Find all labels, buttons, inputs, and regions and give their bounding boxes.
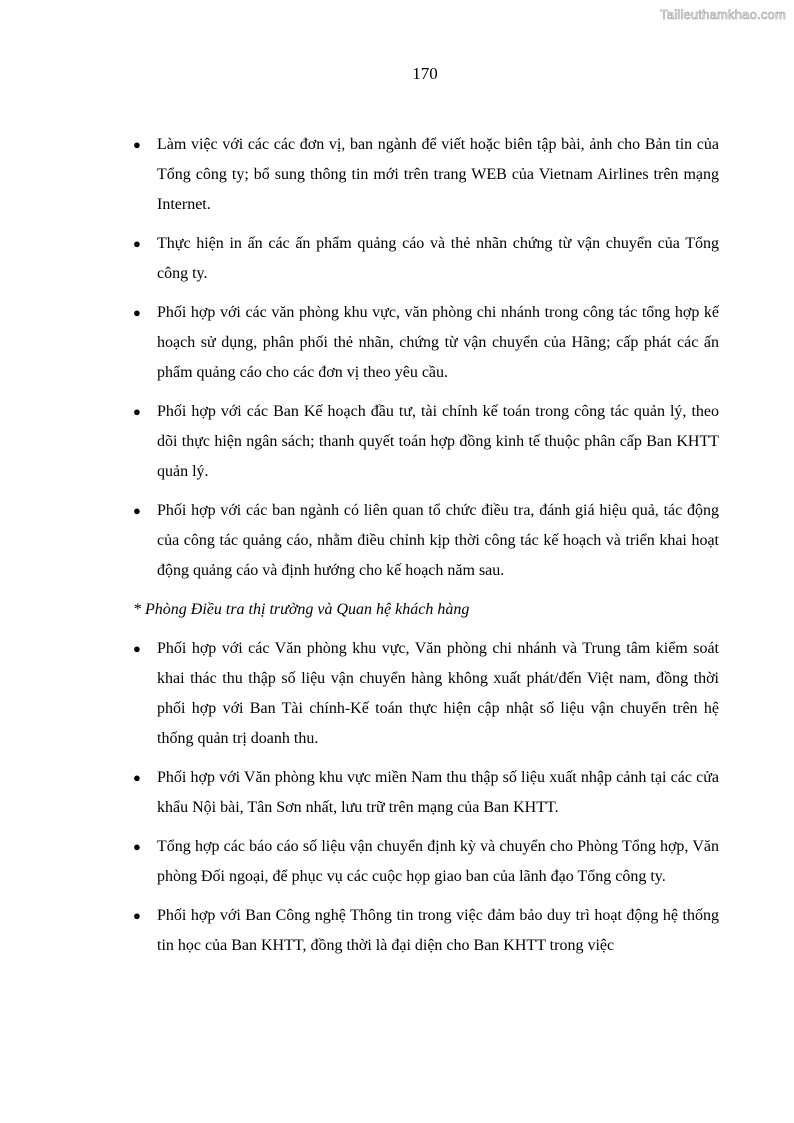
list-item-text: Phối hợp với các Ban Kế hoạch đầu tư, tài chính kế toán trong công tác quản lý, theo dõi thực hiện ngân sách; thanh quyết toán hợp đồng kinh tế thuộc phân cấp Ban KHTT quản lý. xyxy=(157,403,719,480)
list-item xyxy=(133,496,719,586)
list-item-text: Phối hợp với Văn phòng khu vực miền Nam thu thập số liệu xuất nhập cảnh tại các cửa khẩu Nội bài, Tân Sơn nhất, lưu trữ trên mạng của Ban KHTT. xyxy=(157,769,719,816)
list-item xyxy=(133,298,719,388)
list-item-text: Thực hiện in ấn các ấn phẩm quảng cáo và thẻ nhãn chứng từ vận chuyển của Tổng công ty. xyxy=(157,235,719,282)
section-heading: * Phòng Điều tra thị trường và Quan hệ khách hàng xyxy=(133,601,470,618)
watermark: Tailieuthamkhao.com xyxy=(660,7,786,22)
list-item xyxy=(133,130,719,220)
list-item-text: Phối hợp với các ban ngành có liên quan tổ chức điều tra, đánh giá hiệu quả, tác động của công tác quảng cáo, nhằm điều chỉnh kịp thời công tác kế hoạch và triển khai hoạt động quảng cáo và định hướng cho kế hoạch năm sau. xyxy=(157,502,719,579)
list-item-text: Phối hợp với các văn phòng khu vực, văn phòng chi nhánh trong công tác tổng hợp kế hoạch sử dụng, phân phối thẻ nhãn, chứng từ vận chuyển của Hãng; cấp phát các ấn phẩm quảng cáo cho các đơn vị theo yêu cầu. xyxy=(157,304,719,381)
page-number: 170 xyxy=(412,64,438,83)
bullet-icon: ● xyxy=(133,770,141,785)
list-item-text: Tổng hợp các báo cáo số liệu vận chuyển định kỳ và chuyển cho Phòng Tổng hợp, Văn phòng Đối ngoại, để phục vụ các cuộc họp giao ban của lãnh đạo Tổng công ty. xyxy=(157,838,719,885)
list-item xyxy=(133,901,719,961)
list-item-text: Phối hợp với Ban Công nghệ Thông tin trong việc đảm bảo duy trì hoạt động hệ thống tin học của Ban KHTT, đồng thời là đại diện cho Ban KHTT trong việc xyxy=(157,907,719,954)
bullet-icon: ● xyxy=(133,839,141,854)
list-item-text: Làm việc với các các đơn vị, ban ngành để viết hoặc biên tập bài, ảnh cho Bản tin của Tổng công ty; bổ sung thông tin mới trên trang WEB của Vietnam Airlines trên mạng Internet. xyxy=(157,136,719,213)
document-body xyxy=(133,130,719,970)
bullet-icon: ● xyxy=(133,503,141,518)
list-item xyxy=(133,634,719,754)
list-item xyxy=(133,832,719,892)
bullet-icon: ● xyxy=(133,137,141,152)
bullet-icon: ● xyxy=(133,404,141,419)
bullet-icon: ● xyxy=(133,908,141,923)
bullet-icon: ● xyxy=(133,641,141,656)
list-item xyxy=(133,229,719,289)
bullet-icon: ● xyxy=(133,305,141,320)
bullet-icon: ● xyxy=(133,236,141,251)
list-item xyxy=(133,763,719,823)
list-item-text: Phối hợp với các Văn phòng khu vực, Văn phòng chi nhánh và Trung tâm kiểm soát khai thác thu thập số liệu vận chuyển hàng không xuất phát/đến Việt nam, đồng thời phối hợp với Ban Tài chính-Kế toán thực hiện cập nhật số liệu vận chuyển trên hệ thống quản trị doanh thu. xyxy=(157,640,719,747)
list-item xyxy=(133,397,719,487)
